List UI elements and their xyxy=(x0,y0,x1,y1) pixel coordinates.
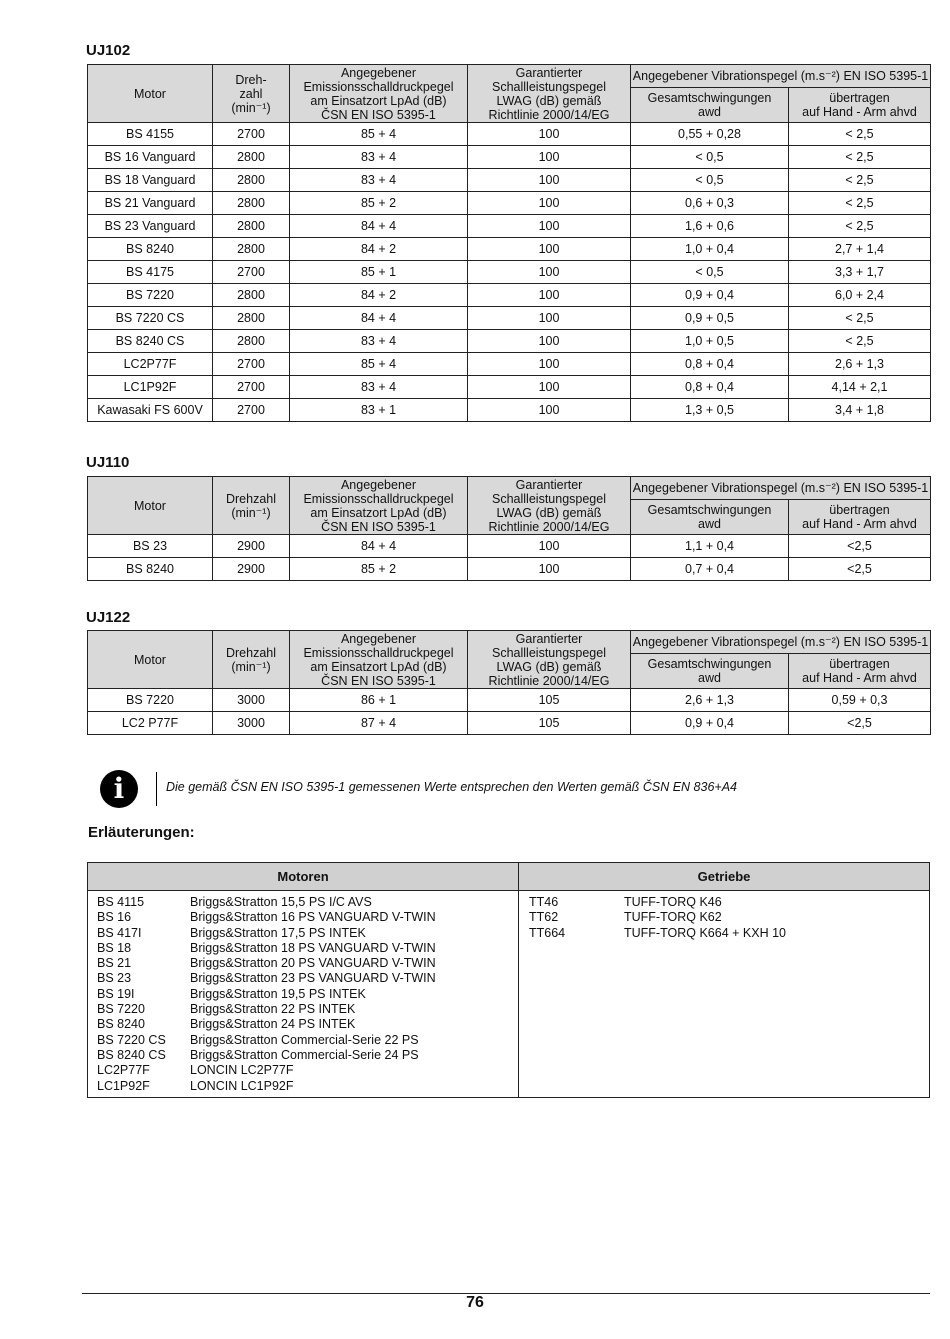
header-line: Richtlinie 2000/14/EG xyxy=(488,519,610,534)
table-cell: LC2P77F xyxy=(88,353,213,376)
table-row xyxy=(88,123,931,146)
legend-entry: LONCIN LC1P92F xyxy=(190,1078,294,1093)
header-power xyxy=(468,477,631,535)
legend-entry: BS 8240 CS xyxy=(97,1047,166,1062)
table-row xyxy=(88,215,931,238)
table-cell: BS 8240 xyxy=(88,238,213,261)
table-row xyxy=(88,376,931,399)
table-cell: 2700 xyxy=(213,123,290,146)
section-title-uj110: UJ110 xyxy=(86,454,130,471)
table-cell: BS 8240 CS xyxy=(88,330,213,353)
table-row xyxy=(88,330,931,353)
header-line: Emissionsschalldruckpegel xyxy=(303,645,454,660)
header-line: awd xyxy=(698,671,721,685)
table-cell: 2800 xyxy=(213,192,290,215)
legend-entry: TT664 xyxy=(529,925,566,940)
header-motor: Motor xyxy=(88,631,213,689)
legend-divider xyxy=(518,863,519,1097)
note-text: Die gemäß ČSN EN ISO 5395-1 gemessenen Werte entsprechen den Werten gemäß ČSN EN 836+A4 xyxy=(166,780,738,794)
header-line: am Einsatzort LpAd (dB) xyxy=(310,505,447,520)
header-emission xyxy=(290,65,468,123)
table-cell: <2,5 xyxy=(789,712,931,735)
legend-entry: TT62 xyxy=(529,910,559,925)
table-cell: 2800 xyxy=(213,330,290,353)
header-rpm xyxy=(213,65,290,123)
header-line: Garantierter xyxy=(515,631,583,646)
legend-entry: LONCIN LC2P77F xyxy=(190,1063,294,1078)
table-cell: 1,6 + 0,6 xyxy=(631,215,789,238)
table-cell: 84 + 4 xyxy=(290,535,468,558)
legend-title: Erläuterungen: xyxy=(88,824,195,841)
section-title-uj122: UJ122 xyxy=(86,609,131,626)
table-cell: 85 + 2 xyxy=(290,192,468,215)
table-cell: BS 18 Vanguard xyxy=(88,169,213,192)
table-row xyxy=(88,169,931,192)
header-vibration-total xyxy=(631,88,789,123)
table-cell: BS 8240 xyxy=(88,558,213,581)
note-divider xyxy=(156,772,157,806)
header-line: awd xyxy=(698,517,721,531)
header-motor: Motor xyxy=(88,65,213,123)
table-cell: 100 xyxy=(468,307,631,330)
table-cell: 6,0 + 2,4 xyxy=(789,284,931,307)
table-cell: 2700 xyxy=(213,353,290,376)
table-cell: < 2,5 xyxy=(789,146,931,169)
table-cell: 85 + 2 xyxy=(290,558,468,581)
table-cell: 0,8 + 0,4 xyxy=(631,376,789,399)
table-cell: < 2,5 xyxy=(789,330,931,353)
header-line: Drehzahl xyxy=(225,645,277,660)
header-rpm xyxy=(213,631,290,689)
legend-entry: Briggs&Stratton 24 PS INTEK xyxy=(190,1017,356,1032)
header-line: auf Hand - Arm ahvd xyxy=(802,517,917,531)
header-line: awd xyxy=(698,105,721,119)
table-cell: LC1P92F xyxy=(88,376,213,399)
header-vibration: Angegebener Vibrationspegel (m.s⁻²) EN ISO 5395-1 xyxy=(631,477,931,500)
table-cell: 2900 xyxy=(213,558,290,581)
table-cell: 83 + 4 xyxy=(290,146,468,169)
header-line: Dreh- xyxy=(235,72,267,87)
table-cell: 2800 xyxy=(213,215,290,238)
header-line: Garantierter xyxy=(515,477,583,492)
header-line: zahl xyxy=(239,86,263,101)
spec-table-uj110 xyxy=(87,476,931,581)
table-cell: < 2,5 xyxy=(789,192,931,215)
header-line: ČSN EN ISO 5395-1 xyxy=(321,673,436,688)
table-row xyxy=(88,261,931,284)
legend-entry: BS 19I xyxy=(97,986,135,1001)
table-cell: 3000 xyxy=(213,689,290,712)
legend-entry: Briggs&Stratton Commercial-Serie 24 PS xyxy=(190,1047,419,1062)
table-cell: 100 xyxy=(468,535,631,558)
table-cell: 0,9 + 0,5 xyxy=(631,307,789,330)
table-cell: 0,6 + 0,3 xyxy=(631,192,789,215)
table-cell: 3,3 + 1,7 xyxy=(789,261,931,284)
table-cell: 84 + 2 xyxy=(290,238,468,261)
table-cell: 0,59 + 0,3 xyxy=(789,689,931,712)
table-cell: BS 21 Vanguard xyxy=(88,192,213,215)
table-cell: 2800 xyxy=(213,238,290,261)
legend-entry: BS 21 xyxy=(97,956,132,971)
table-cell: 1,0 + 0,4 xyxy=(631,238,789,261)
header-line: Emissionsschalldruckpegel xyxy=(303,491,454,506)
table-cell: BS 4175 xyxy=(88,261,213,284)
table-row xyxy=(88,284,931,307)
header-line: (min⁻¹) xyxy=(231,505,271,520)
legend-entry: BS 18 xyxy=(97,940,132,955)
table-cell: < 0,5 xyxy=(631,146,789,169)
header-line: LWAG (dB) gemäß xyxy=(496,93,602,108)
legend-entry: TUFF-TORQ K46 xyxy=(624,895,722,909)
table-cell: 100 xyxy=(468,376,631,399)
header-line: LWAG (dB) gemäß xyxy=(496,659,602,674)
table-cell: 100 xyxy=(468,192,631,215)
legend-entry: BS 23 xyxy=(97,971,132,986)
legend-entry: BS 8240 xyxy=(97,1017,145,1032)
header-line: am Einsatzort LpAd (dB) xyxy=(310,659,447,674)
table-cell: 2700 xyxy=(213,376,290,399)
table-cell: 85 + 1 xyxy=(290,261,468,284)
table-cell: 4,14 + 2,1 xyxy=(789,376,931,399)
table-cell: 1,1 + 0,4 xyxy=(631,535,789,558)
legend-entry: TT46 xyxy=(529,895,559,909)
table-cell: <2,5 xyxy=(789,535,931,558)
table-cell: 0,55 + 0,28 xyxy=(631,123,789,146)
table-cell: < 2,5 xyxy=(789,123,931,146)
header-line: Gesamtschwingungen xyxy=(647,657,772,671)
header-line: (min⁻¹) xyxy=(231,100,271,115)
table-row xyxy=(88,238,931,261)
legend-entry: Briggs&Stratton 22 PS INTEK xyxy=(190,1002,356,1017)
table-cell: 100 xyxy=(468,284,631,307)
table-cell: 105 xyxy=(468,689,631,712)
table-row xyxy=(88,307,931,330)
header-line: Emissionsschalldruckpegel xyxy=(303,79,454,94)
header-line: Gesamtschwingungen xyxy=(647,503,772,517)
legend-entry: Briggs&Stratton Commercial-Serie 22 PS xyxy=(190,1032,419,1047)
legend-entry: BS 16 xyxy=(97,910,132,925)
table-cell: 83 + 4 xyxy=(290,330,468,353)
legend-entry: BS 7220 CS xyxy=(97,1032,166,1047)
header-line: (min⁻¹) xyxy=(231,659,271,674)
header-vibration-total xyxy=(631,654,789,689)
table-row xyxy=(88,535,931,558)
table-row xyxy=(88,558,931,581)
table-cell: 1,3 + 0,5 xyxy=(631,399,789,422)
table-cell: 0,9 + 0,4 xyxy=(631,712,789,735)
legend-entry: Briggs&Stratton 16 PS VANGUARD V-TWIN xyxy=(190,910,436,925)
header-emission xyxy=(290,631,468,689)
table-cell: 100 xyxy=(468,146,631,169)
header-line: übertragen xyxy=(829,91,890,105)
header-line: übertragen xyxy=(829,503,890,517)
header-line: Richtlinie 2000/14/EG xyxy=(488,673,610,688)
legend-entry: BS 417I xyxy=(97,925,142,940)
section-title-uj102: UJ102 xyxy=(86,42,131,59)
table-cell: 100 xyxy=(468,123,631,146)
legend-entry: LC2P77F xyxy=(97,1063,150,1078)
table-cell: BS 7220 xyxy=(88,689,213,712)
table-cell: < 2,5 xyxy=(789,215,931,238)
table-cell: < 2,5 xyxy=(789,307,931,330)
header-vibration: Angegebener Vibrationspegel (m.s⁻²) EN ISO 5395-1 xyxy=(631,65,931,88)
legend-entry: Briggs&Stratton 19,5 PS INTEK xyxy=(190,986,366,1001)
header-line: LWAG (dB) gemäß xyxy=(496,505,602,520)
table-row xyxy=(88,689,931,712)
table-cell: 2,6 + 1,3 xyxy=(631,689,789,712)
table-cell: 2800 xyxy=(213,146,290,169)
table-cell: 83 + 4 xyxy=(290,376,468,399)
table-cell: 83 + 1 xyxy=(290,399,468,422)
header-line: Schallleistungspegel xyxy=(492,645,606,660)
header-rpm xyxy=(213,477,290,535)
legend-entry: TUFF-TORQ K62 xyxy=(624,910,722,925)
table-cell: 2,6 + 1,3 xyxy=(789,353,931,376)
header-line: Angegebener xyxy=(340,477,417,492)
table-cell: 2700 xyxy=(213,399,290,422)
table-cell: BS 7220 xyxy=(88,284,213,307)
header-power xyxy=(468,65,631,123)
legend-motors-header: Motoren xyxy=(88,863,518,891)
spec-table-uj102 xyxy=(87,64,931,422)
table-cell: 84 + 4 xyxy=(290,215,468,238)
legend-entry: Briggs&Stratton 15,5 PS I/C AVS xyxy=(190,895,372,909)
table-cell: 0,9 + 0,4 xyxy=(631,284,789,307)
legend-motor-names xyxy=(190,895,436,1094)
table-cell: 0,7 + 0,4 xyxy=(631,558,789,581)
table-cell: 86 + 1 xyxy=(290,689,468,712)
header-line: übertragen xyxy=(829,657,890,671)
legend-entry: LC1P92F xyxy=(97,1078,150,1093)
legend-box xyxy=(87,862,930,1098)
table-cell: 100 xyxy=(468,558,631,581)
table-row xyxy=(88,146,931,169)
table-cell: 85 + 4 xyxy=(290,353,468,376)
table-cell: 85 + 4 xyxy=(290,123,468,146)
header-line: ČSN EN ISO 5395-1 xyxy=(321,107,436,122)
table-cell: BS 23 Vanguard xyxy=(88,215,213,238)
table-cell: 1,0 + 0,5 xyxy=(631,330,789,353)
header-line: am Einsatzort LpAd (dB) xyxy=(310,93,447,108)
info-icon: i xyxy=(100,770,138,808)
legend-gear-names xyxy=(624,895,786,941)
header-line: Drehzahl xyxy=(225,491,277,506)
table-cell: 100 xyxy=(468,169,631,192)
legend-gear-header: Getriebe xyxy=(519,863,929,891)
table-cell: 2800 xyxy=(213,284,290,307)
header-line: Garantierter xyxy=(515,65,583,80)
spec-table-uj122 xyxy=(87,630,931,735)
legend-motor-codes xyxy=(97,895,166,1094)
legend-entry: TUFF-TORQ K664 + KXH 10 xyxy=(624,925,786,940)
table-cell: 100 xyxy=(468,261,631,284)
table-cell: Kawasaki FS 600V xyxy=(88,399,213,422)
legend-entry: Briggs&Stratton 23 PS VANGUARD V-TWIN xyxy=(190,971,436,986)
table-cell: 105 xyxy=(468,712,631,735)
header-line: Richtlinie 2000/14/EG xyxy=(488,107,610,122)
table-cell: 87 + 4 xyxy=(290,712,468,735)
table-cell: LC2 P77F xyxy=(88,712,213,735)
header-motor: Motor xyxy=(88,477,213,535)
legend-entry: Briggs&Stratton 18 PS VANGUARD V-TWIN xyxy=(190,940,436,955)
header-vibration-hand xyxy=(789,88,931,123)
table-cell: 0,8 + 0,4 xyxy=(631,353,789,376)
table-cell: 100 xyxy=(468,215,631,238)
header-emission xyxy=(290,477,468,535)
table-cell: 3000 xyxy=(213,712,290,735)
legend-entry: BS 4115 xyxy=(97,895,145,909)
table-cell: BS 16 Vanguard xyxy=(88,146,213,169)
table-cell: 84 + 2 xyxy=(290,284,468,307)
table-cell: BS 7220 CS xyxy=(88,307,213,330)
table-cell: BS 23 xyxy=(88,535,213,558)
header-line: auf Hand - Arm ahvd xyxy=(802,671,917,685)
table-cell: 2700 xyxy=(213,261,290,284)
table-cell: 100 xyxy=(468,353,631,376)
table-cell: 100 xyxy=(468,238,631,261)
table-cell: 3,4 + 1,8 xyxy=(789,399,931,422)
table-cell: 2800 xyxy=(213,169,290,192)
table-row xyxy=(88,712,931,735)
table-cell: 84 + 4 xyxy=(290,307,468,330)
table-cell: 100 xyxy=(468,399,631,422)
header-line: ČSN EN ISO 5395-1 xyxy=(321,519,436,534)
legend-entry: Briggs&Stratton 17,5 PS INTEK xyxy=(190,925,366,940)
legend-entry: BS 7220 xyxy=(97,1002,145,1017)
header-line: Schallleistungspegel xyxy=(492,79,606,94)
table-cell: 2,7 + 1,4 xyxy=(789,238,931,261)
table-cell: < 0,5 xyxy=(631,261,789,284)
table-cell: 2800 xyxy=(213,307,290,330)
table-row xyxy=(88,192,931,215)
legend-gear-codes xyxy=(529,895,565,941)
header-line: Schallleistungspegel xyxy=(492,491,606,506)
header-vibration-hand xyxy=(789,654,931,689)
table-cell: BS 4155 xyxy=(88,123,213,146)
header-line: Angegebener xyxy=(340,631,417,646)
table-cell: 83 + 4 xyxy=(290,169,468,192)
header-vibration: Angegebener Vibrationspegel (m.s⁻²) EN ISO 5395-1 xyxy=(631,631,931,654)
table-row xyxy=(88,353,931,376)
header-line: Angegebener xyxy=(340,65,417,80)
table-cell: 2900 xyxy=(213,535,290,558)
table-cell: < 0,5 xyxy=(631,169,789,192)
header-power xyxy=(468,631,631,689)
table-cell: < 2,5 xyxy=(789,169,931,192)
header-vibration-total xyxy=(631,500,789,535)
header-line: Gesamtschwingungen xyxy=(647,91,772,105)
header-line: auf Hand - Arm ahvd xyxy=(802,105,917,119)
header-vibration-hand xyxy=(789,500,931,535)
legend-entry: Briggs&Stratton 20 PS VANGUARD V-TWIN xyxy=(190,956,436,971)
table-row xyxy=(88,399,931,422)
table-cell: <2,5 xyxy=(789,558,931,581)
table-cell: 100 xyxy=(468,330,631,353)
page-number: 76 xyxy=(466,1294,484,1311)
